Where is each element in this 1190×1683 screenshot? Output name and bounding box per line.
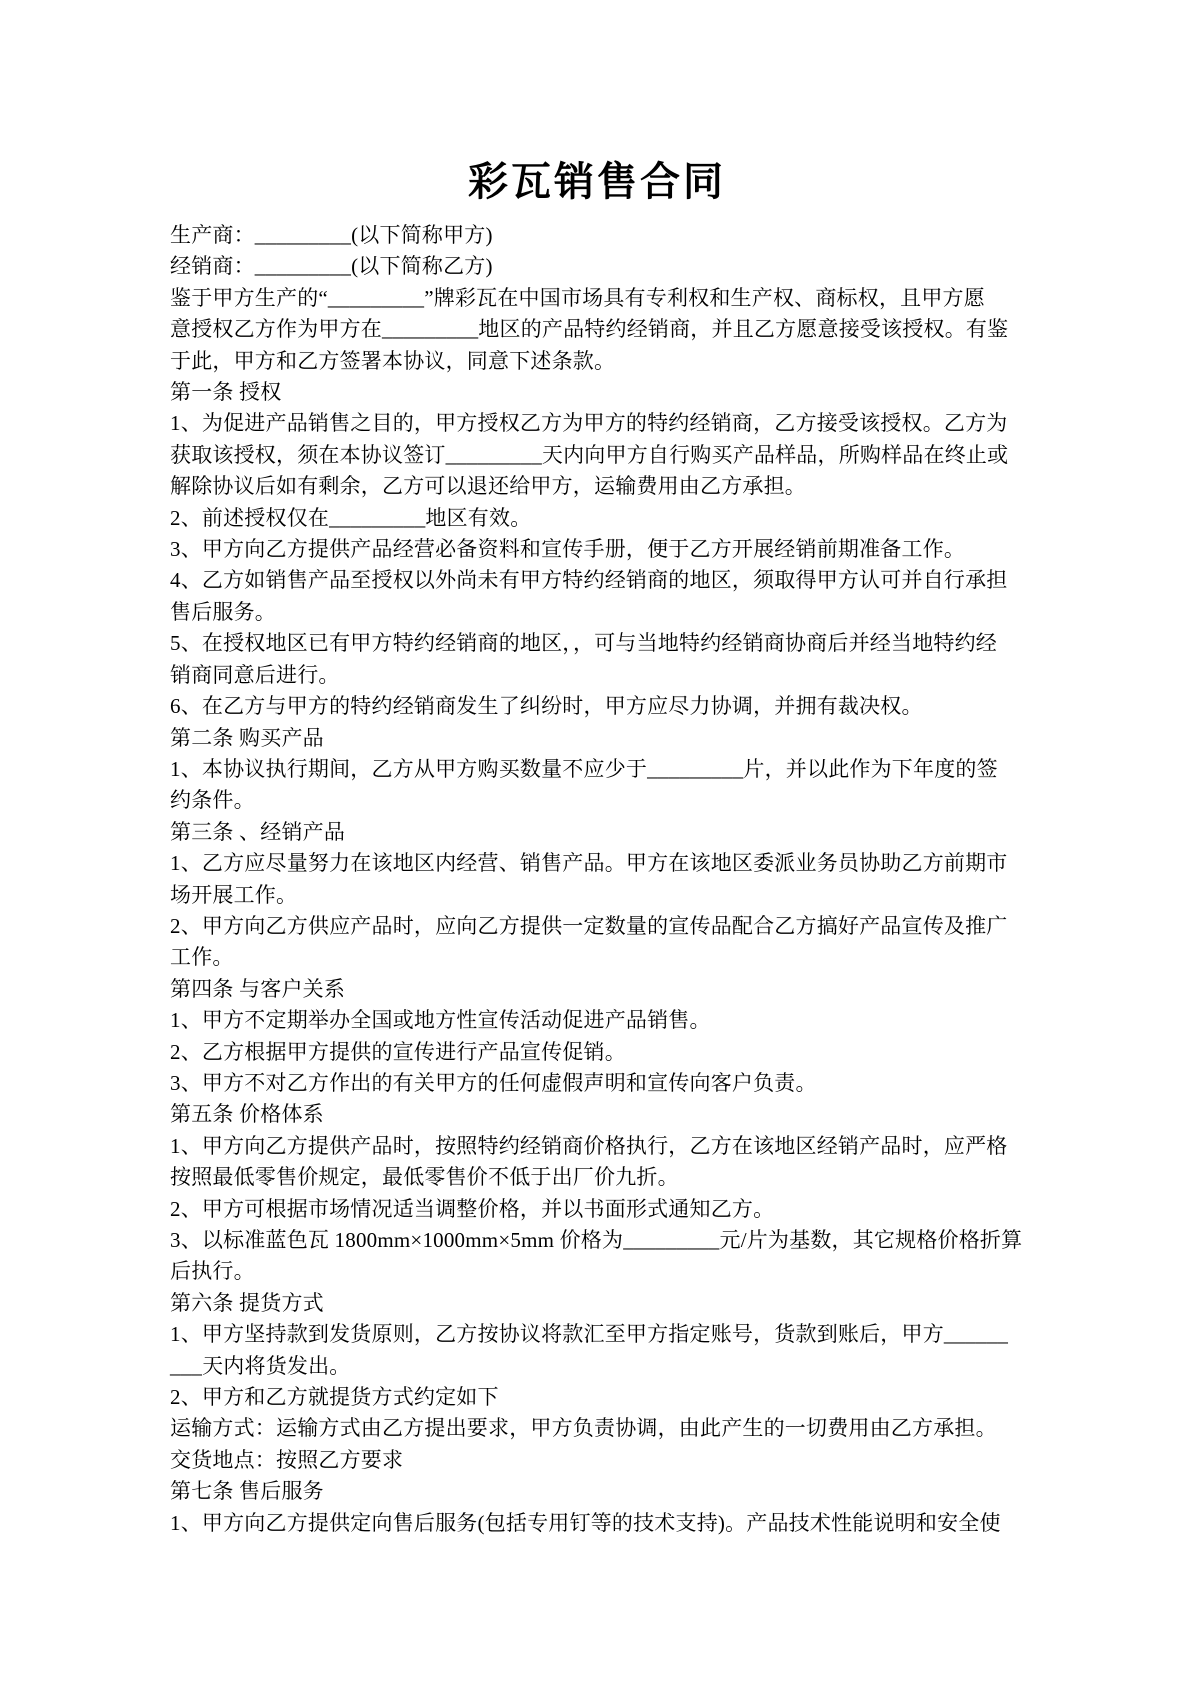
document-line: 1、甲方向乙方提供产品时，按照特约经销商价格执行，乙方在该地区经销产品时，应严格 <box>170 1133 1008 1158</box>
document-line: 第一条 授权 <box>170 380 282 405</box>
document-line: 2、甲方和乙方就提货方式约定如下 <box>170 1385 499 1410</box>
document-line: 1、本协议执行期间，乙方从甲方购买数量不应少于_________片，并以此作为下年度的签 <box>170 756 998 781</box>
document-line: 3、甲方向乙方提供产品经营必备资料和宣传手册，便于乙方开展经销前期准备工作。 <box>170 537 966 562</box>
document-line: 第三条 、经销产品 <box>170 819 346 844</box>
document-line: 2、前述授权仅在_________地区有效。 <box>170 505 532 530</box>
document-title: 彩瓦销售合同 <box>468 159 726 204</box>
document-line: 交货地点：按照乙方要求 <box>170 1447 404 1472</box>
document-line: 工作。 <box>170 945 234 970</box>
document-line: 6、在乙方与甲方的特约经销商发生了纠纷时，甲方应尽力协调，并拥有裁决权。 <box>170 694 923 719</box>
document-line: 解除协议后如有剩余，乙方可以退还给甲方，运输费用由乙方承担。 <box>170 474 806 499</box>
document-line: 3、以标准蓝色瓦 1800mm×1000mm×5mm 价格为_________元/片为基数，其它规格价格折算 <box>170 1228 1023 1252</box>
document-line: 第四条 与客户关系 <box>170 976 346 1001</box>
document-line: 4、乙方如销售产品至授权以外尚未有甲方特约经销商的地区，须取得甲方认可并自行承担 <box>170 568 1008 593</box>
document-line: 按照最低零售价规定，最低零售价不低于出厂价九折。 <box>170 1165 679 1190</box>
document-line: 约条件。 <box>170 788 255 813</box>
document-line: 1、甲方坚持款到发货原则，乙方按协议将款汇至甲方指定账号，货款到账后，甲方______ <box>170 1322 1009 1347</box>
document-line: 1、甲方不定期举办全国或地方性宣传活动促进产品销售。 <box>170 1008 711 1033</box>
document-line: ___天内将货发出。 <box>170 1353 351 1378</box>
document-line: 第二条 购买产品 <box>170 725 324 750</box>
document-line: 经销商：_________(以下简称乙方) <box>170 254 493 279</box>
document-line: 5、在授权地区已有甲方特约经销商的地区，，可与当地特约经销商协商后并经当地特约经 <box>170 631 997 656</box>
document-line: 后执行。 <box>170 1259 255 1284</box>
document-line: 售后服务。 <box>170 599 276 624</box>
document-line: 第七条 售后服务 <box>170 1479 324 1504</box>
document-line: 于此，甲方和乙方签署本协议，同意下述条款。 <box>170 348 616 373</box>
document-line: 第五条 价格体系 <box>170 1102 324 1127</box>
document-line: 2、乙方根据甲方提供的宣传进行产品宣传促销。 <box>170 1039 626 1064</box>
document-line: 意授权乙方作为甲方在_________地区的产品特约经销商，并且乙方愿意接受该授权。有鉴 <box>170 317 1009 342</box>
document-line: 1、为促进产品销售之目的，甲方授权乙方为甲方的特约经销商，乙方接受该授权。乙方为 <box>170 411 1008 436</box>
document-line: 1、甲方向乙方提供定向售后服务(包括专用钉等的技术支持)。产品技术性能说明和安全使 <box>170 1510 1001 1535</box>
document-line: 2、甲方可根据市场情况适当调整价格，并以书面形式通知乙方。 <box>170 1196 775 1221</box>
document-line: 第六条 提货方式 <box>170 1290 324 1315</box>
document-body <box>170 220 1024 1539</box>
document-line: 生产商：_________(以下简称甲方) <box>170 223 493 247</box>
document-line: 2、甲方向乙方供应产品时，应向乙方提供一定数量的宣传品配合乙方搞好产品宣传及推广 <box>170 913 1008 938</box>
document-line: 获取该授权，须在本协议签订_________天内向甲方自行购买产品样品，所购样品在终止或 <box>170 442 1009 467</box>
document-line: 销商同意后进行。 <box>170 662 340 687</box>
document-line: 场开展工作。 <box>170 882 298 907</box>
document-line: 鉴于甲方生产的“_________”牌彩瓦在中国市场具有专利权和生产权、商标权，且甲方愿 <box>170 285 985 310</box>
document-line: 运输方式：运输方式由乙方提出要求，甲方负责协调，由此产生的一切费用由乙方承担。 <box>170 1416 997 1441</box>
document-line: 3、甲方不对乙方作出的有关甲方的任何虚假声明和宣传向客户负责。 <box>170 1070 817 1095</box>
document-line: 1、乙方应尽量努力在该地区内经营、销售产品。甲方在该地区委派业务员协助乙方前期市 <box>170 851 1008 876</box>
